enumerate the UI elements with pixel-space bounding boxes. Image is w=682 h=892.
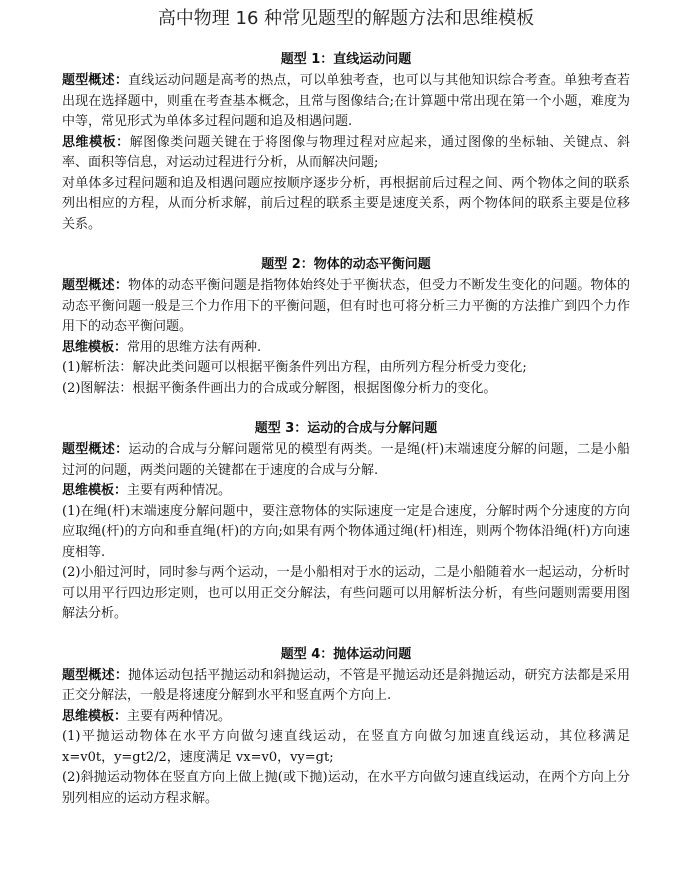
paragraph-text: (2)斜抛运动物体在竖直方向上做上抛(或下抛)运动，在水平方向做匀速直线运动，在两个方向上分别列相应的运动方程求解。 [62, 770, 630, 806]
paragraph [62, 768, 630, 809]
paragraph-text: 对单体多过程问题和追及相遇问题应按顺序逐步分析，再根据前后过程之间、两个物体之间的联系列出相应的方程，从而分析求解，前后过程的联系主要是速度关系，两个物体间的联系主要是位移关系。 [62, 175, 630, 232]
section-1 [62, 50, 630, 235]
paragraph [62, 481, 630, 502]
paragraph-label: 题型概述： [62, 73, 129, 88]
section-title: 题型 1：直线运动问题 [280, 52, 412, 67]
section-title: 题型 2：物体的动态平衡问题 [261, 257, 431, 272]
paragraph-text: (2)图解法：根据平衡条件画出力的合成或分解图，根据图像分析力的变化。 [62, 380, 497, 396]
paragraph [62, 707, 630, 728]
paragraph-text: 抛体运动包括平抛运动和斜抛运动，不管是平抛运动还是斜抛运动，研究方法都是采用正交分解法，一般是将速度分解到水平和竖直两个方向上. [62, 667, 630, 703]
paragraph-label: 题型概述： [62, 278, 129, 293]
paragraph [62, 727, 630, 768]
paragraph-text: 主要有两种情况。 [127, 483, 232, 498]
paragraph-text: (1)平抛运动物体在水平方向做匀速直线运动，在竖直方向做匀加速直线运动，其位移满足 x=v0t，y=gt2/2，速度满足 vx=v0，vy=gt; [62, 729, 630, 765]
section-3 [62, 419, 630, 625]
section-4 [62, 645, 630, 810]
paragraph-text: 运动的合成与分解问题常见的模型有两类。一是绳(杆)末端速度分解的问题，二是小船过河的问题，两类问题的关键都在于速度的合成与分解. [62, 442, 630, 478]
paragraph-label: 题型概述： [62, 667, 129, 683]
paragraph-label: 题型概述： [62, 442, 129, 457]
paragraph-label: 思维模板： [62, 134, 130, 150]
paragraph [62, 358, 630, 379]
document-title: 高中物理 16 种常见题型的解题方法和思维模板 [157, 8, 535, 29]
paragraph [62, 174, 630, 236]
section-title: 题型 3：运动的合成与分解问题 [254, 421, 438, 436]
paragraph [62, 502, 630, 564]
paragraph-text: 主要有两种情况。 [127, 708, 232, 724]
paragraph [62, 71, 630, 133]
paragraph [62, 276, 630, 338]
paragraph-text: 物体的动态平衡问题是指物体始终处于平衡状态，但受力不断发生变化的问题。物体的动态平衡问题一般是三个力作用下的平衡问题，但有时也可将分析三力平衡的方法推广到四个力作用下的动态平衡问题。 [62, 278, 630, 334]
paragraph-label: 思维模板： [62, 339, 128, 355]
paragraph [62, 666, 630, 707]
paragraph [62, 440, 630, 481]
paragraph [62, 133, 630, 174]
paragraph-text: (2)小船过河时，同时参与两个运动，一是小船相对于水的运动，二是小船随着水一起运动，分析时可以用平行四边形定则，也可以用正交分解法，有些问题可以用解析法分析，有些问题则需要用图解法分析。 [62, 565, 630, 621]
section-title: 题型 4：抛体运动问题 [280, 646, 412, 662]
paragraph [62, 338, 630, 359]
paragraph-text: 直线运动问题是高考的热点，可以单独考查，也可以与其他知识综合考查。单独考查若出现在选择题中，则重在考查基本概念，且常与图像结合;在计算题中常出现在第一个小题，难度为中等，常见形式为单体多过程问题和追及相遇问题. [62, 73, 630, 129]
paragraph-label: 思维模板： [62, 708, 128, 724]
paragraph-text: (1)解析法：解决此类问题可以根据平衡条件列出方程，由所列方程分析受力变化; [62, 360, 527, 375]
paragraph-label: 思维模板： [62, 483, 128, 498]
paragraph-text: 解图像类问题关键在于将图像与物理过程对应起来，通过图像的坐标轴、关键点、斜率、面积等信息，对运动过程进行分析，从而解决问题; [62, 134, 630, 170]
paragraph-text: (1)在绳(杆)末端速度分解问题中，要注意物体的实际速度一定是合速度，分解时两个分速度的方向应取绳(杆)的方向和垂直绳(杆)的方向;如果有两个物体通过绳(杆)相连，则两个物体沿绳(杆)方向速度相等. [62, 503, 630, 560]
paragraph [62, 379, 630, 400]
paragraph [62, 563, 630, 625]
section-2 [62, 255, 630, 399]
paragraph-text: 常用的思维方法有两种. [127, 339, 262, 355]
